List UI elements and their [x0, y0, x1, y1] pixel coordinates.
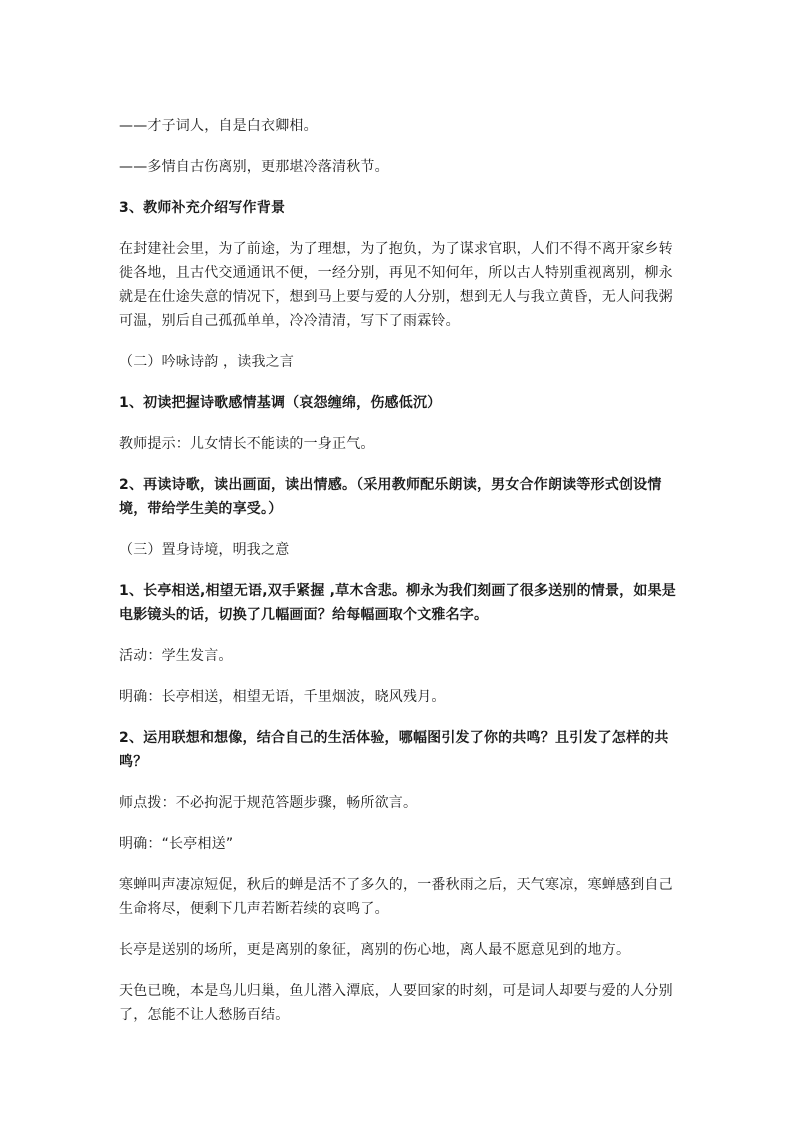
step-resonance: 2、运用联想和想像，结合自己的生活体验，哪幅图引发了你的共鸣？且引发了怎样的共鸣？ [119, 730, 669, 770]
section-heading-immerse: （三）置身诗境，明我之意 [119, 542, 290, 558]
clarify-farewell: 明确：“长亭相送” [119, 836, 234, 852]
step-second-reading: 2、再读诗歌，读出画面，读出情感。（采用教师配乐朗读，男女合作朗读等形式创设情境，带给学生美的享受。） [119, 477, 662, 517]
document-body [119, 114, 685, 1027]
section-heading-chant: （二）吟咏诗韵 ，读我之言 [119, 354, 295, 370]
paragraph-background: 在封建社会里，为了前途，为了理想，为了抱负，为了谋求官职，人们不得不离开家乡转徙各地，且古代交通通讯不便，一经分别，再见不知何年，所以古人特别重视离别，柳永就是在仕途失意的情况下，想到马上要与爱的人分别，想到无人与我立黄昏，无人问我粥可温，别后自己孤孤单单，冷冷清清，写下了雨霖铃。 [119, 241, 673, 329]
step-first-reading: 1、初读把握诗歌感情基调（哀怨缠绵，伤感低沉） [119, 395, 442, 411]
paragraph-pavilion: 长亭是送别的场所，更是离别的象征，离别的伤心地，离人最不愿意见到的地方。 [119, 942, 631, 958]
paragraph-cicada: 寒蝉叫声凄凉短促，秋后的蝉是活不了多久的，一番秋雨之后，天气寒凉，寒蝉感到自己生命将尽，便剩下几声若断若续的哀鸣了。 [119, 877, 673, 917]
clarify-scenes: 明确：长亭相送，相望无语，千里烟波，晓风残月。 [119, 689, 446, 705]
teacher-tip: 教师提示：儿女情长不能读的一身正气。 [119, 436, 375, 452]
activity-note: 活动：学生发言。 [119, 648, 233, 664]
teacher-guidance: 师点拨：不必拘泥于规范答题步骤，畅所欲言。 [119, 795, 418, 811]
quote-line-1: ——才子词人，自是白衣卿相。 [119, 118, 318, 134]
paragraph-dusk: 天色已晚，本是鸟儿归巢，鱼儿潜入潭底，人要回家的时刻，可是词人却要与爱的人分别了，怎能不让人愁肠百结。 [119, 983, 673, 1023]
section-heading-background: 3、教师补充介绍写作背景 [119, 200, 286, 216]
step-scenes: 1、长亭相送,相望无语,双手紧握 ,草木含悲。柳永为我们刻画了很多送别的情景，如果是电影镜头的话，切换了几幅画面？给每幅画取个文雅名字。 [119, 583, 676, 623]
quote-line-2: ——多情自古伤离别，更那堪冷落清秋节。 [119, 159, 389, 175]
